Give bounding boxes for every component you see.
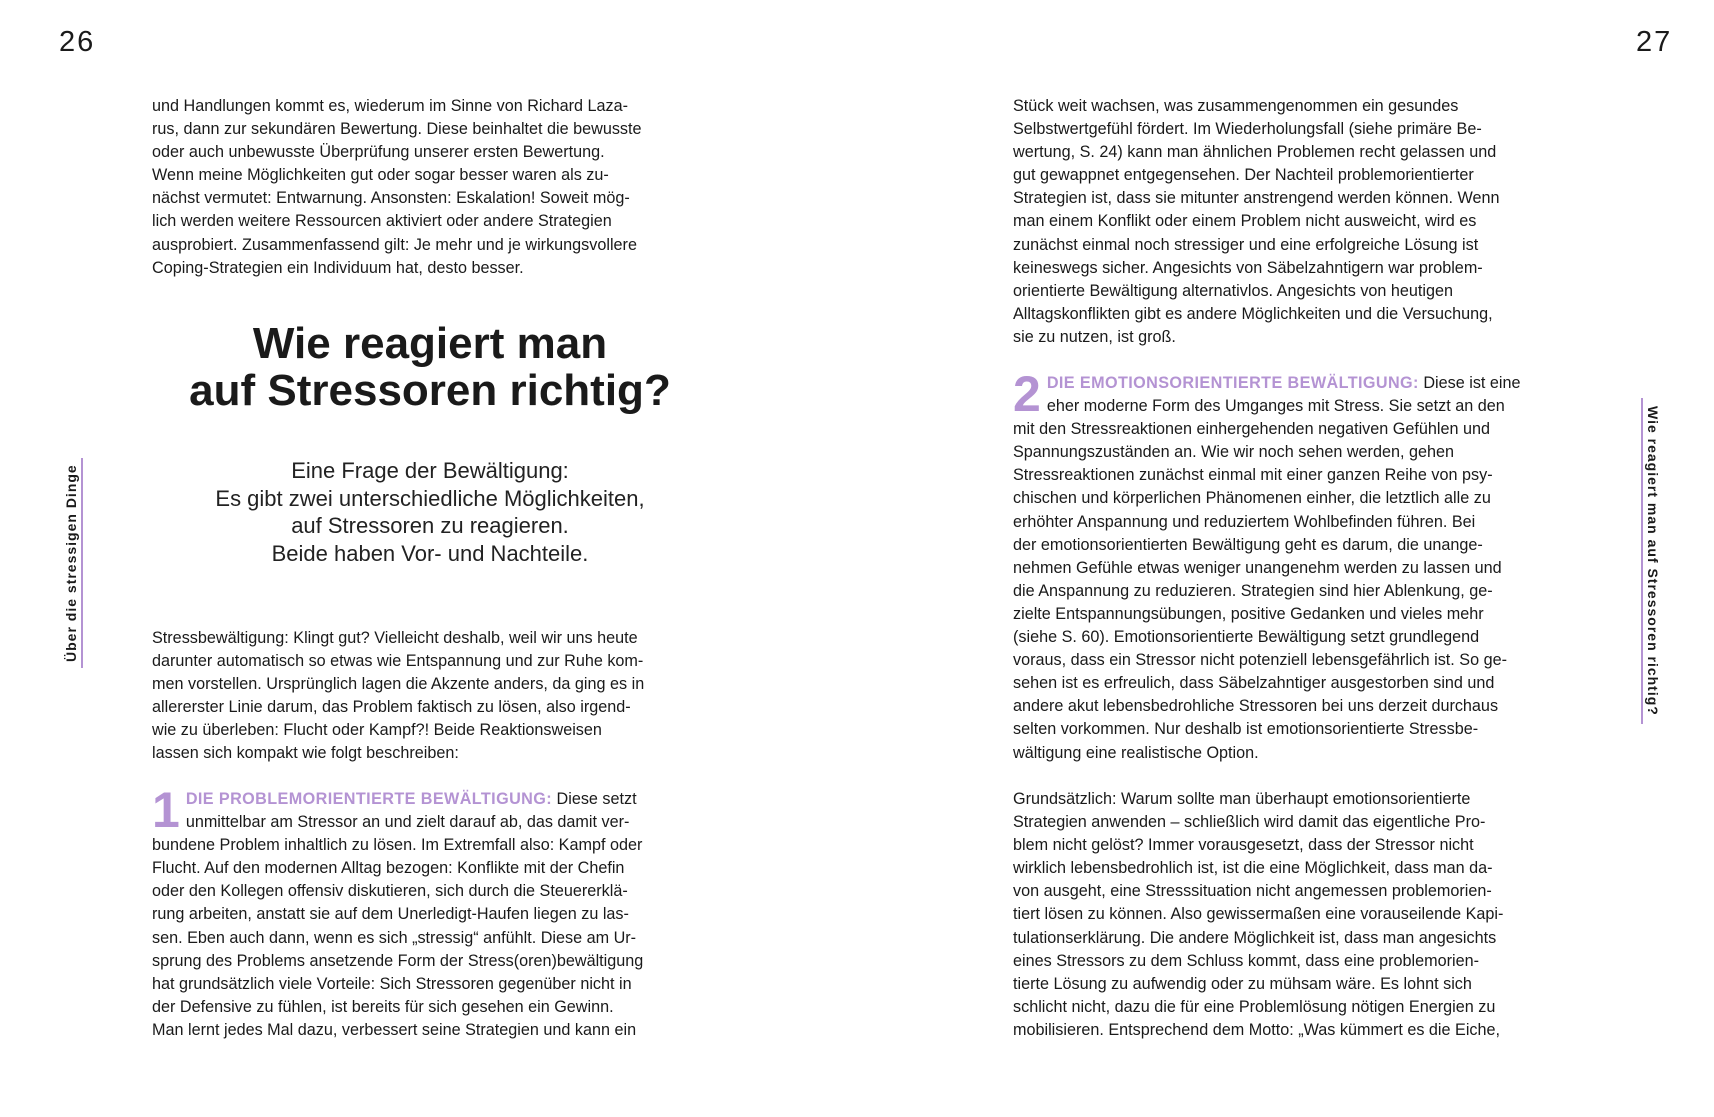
text-line: allererster Linie darum, das Problem faktisch zu lösen, also irgend- [152,698,631,717]
text-line: chischen und körperlichen Phänomenen einher, die letztlich alle zu [1013,489,1491,508]
left-body-paragraph [152,627,712,766]
text-line: eher moderne Form des Umganges mit Stress. Sie setzt an den [1046,397,1505,416]
right-body-paragraph [1013,788,1575,1042]
side-label-left [61,458,83,668]
text-line: ausprobiert. Zusammenfassend gilt: Je mehr und je wirkungsvollere [152,235,637,254]
text-line: Wenn meine Möglichkeiten gut oder sogar besser waren als zu- [152,166,609,185]
subtitle-line: auf Stressoren zu reagieren. [291,513,569,538]
text-line: selten vorkommen. Nur deshalb ist emotionsorientierte Stressbe- [1013,720,1479,739]
subtitle-line: Eine Frage der Bewältigung: [291,458,569,483]
text-line: erhöhter Anspannung und reduziertem Wohlbefinden führen. Bei [1013,512,1476,531]
item-lead-2: DIE EMOTIONSORIENTIERTE BEWÄLTIGUNG: [1046,374,1419,392]
text-line: voraus, dass ein Stressor nicht potenziell lebensgefährlich ist. So ge- [1013,651,1507,670]
text-line: schlicht nicht, dazu die für eine Problemlösung nötigen Energien zu [1013,997,1496,1016]
text-line: gut gewappnet entgegensehen. Der Nachteil problemorientierter [1013,166,1474,185]
heading-line: Wie reagiert man [252,319,608,368]
item-text: Diese setzt [552,790,637,808]
text-line: darunter automatisch so etwas wie Entspannung und zur Ruhe kom- [152,652,644,671]
text-line: Grundsätzlich: Warum sollte man überhaupt emotionsorientierte [1013,790,1471,808]
text-line: orientierte Bewältigung alternativlos. Angesichts von heutigen [1013,281,1454,300]
text-line: Flucht. Auf den modernen Alltag bezogen: Konflikte mit der Chefin [152,859,625,878]
section-subtitle [150,457,710,567]
item-emotion-oriented [1013,366,1575,765]
text-line: der Defensive zu fühlen, ist bereits für sich gesehen ein Gewinn. [152,997,614,1016]
item-number-2: 2 [1013,366,1041,422]
text-line: zunächst einmal noch stressiger und eine erfolgreiche Lösung ist [1013,235,1479,254]
text-line: wie zu überleben: Flucht oder Kampf?! Beide Reaktionsweisen [152,721,602,740]
text-line: Man lernt jedes Mal dazu, verbessert seine Strategien und kann ein [152,1020,637,1039]
page-number-right: 27 [1636,26,1673,58]
text-line: tierte Lösung zu aufwendig oder zu mühsam wäre. Es lohnt sich [1013,974,1472,993]
text-line: (siehe S. 60). Emotionsorientierte Bewältigung setzt grundlegend [1013,628,1480,647]
right-intro-paragraph [1013,95,1575,349]
text-line: Spannungszuständen an. Wie wir noch sehen werden, gehen [1013,443,1454,462]
text-line: bundene Problem inhaltlich zu lösen. Im Extremfall also: Kampf oder [152,836,643,855]
text-line: nehmen Gefühle etwas weniger unangenehm werden zu lassen und [1013,558,1502,577]
left-intro-paragraph [152,95,712,280]
side-label-right [1641,398,1663,724]
subtitle-line: Es gibt zwei unterschiedliche Möglichkeiten, [215,485,645,511]
text-line: rus, dann zur sekundären Bewertung. Diese beinhaltet die bewusste [152,120,642,139]
text-line: sprung des Problems ansetzende Form der Stress(oren)bewältigung [152,951,644,970]
text-line: mit den Stressreaktionen einhergehenden negativen Gefühlen und [1013,420,1490,439]
text-line: oder den Kollegen offensiv diskutieren, sich durch die Steuererklä- [152,882,628,901]
item-problem-oriented [152,782,712,1042]
text-line: nächst vermutet: Entwarnung. Ansonsten: Eskalation! Soweit mög- [152,189,630,208]
text-line: man einem Konflikt oder einem Problem nicht ausweicht, wird es [1013,212,1477,231]
text-line: die Anspannung zu reduzieren. Strategien sind hier Ablenkung, ge- [1013,581,1493,600]
text-line: lassen sich kompakt wie folgt beschreiben: [152,744,459,763]
text-line: sie zu nutzen, ist groß. [1013,327,1176,346]
text-line: Stressbewältigung: Klingt gut? Vielleicht deshalb, weil wir uns heute [152,629,638,647]
side-label-left-text: Über die stressigen Dinge [63,464,79,662]
item-text: Diese ist eine [1418,374,1521,392]
text-line: und Handlungen kommt es, wiederum im Sinne von Richard Laza- [152,97,628,115]
text-line: mobilisieren. Entsprechend dem Motto: „Was kümmert es die Eiche, [1013,1020,1501,1039]
page-number-left: 26 [59,26,96,58]
text-line: Strategien anwenden – schließlich wird damit das eigentliche Pro- [1013,813,1486,832]
text-line: Strategien ist, dass sie mitunter anstrengend werden können. Wenn [1013,189,1500,208]
text-line: der emotionsorientierten Bewältigung geht es darum, die unange- [1013,535,1483,554]
text-line: Alltagskonflikten gibt es andere Möglichkeiten und die Versuchung, [1013,304,1493,323]
subtitle-line: Beide haben Vor- und Nachteile. [271,540,589,566]
text-line: hat grundsätzlich viele Vorteile: Sich Stressoren gegenüber nicht in [152,974,632,993]
item-number-1: 1 [152,782,180,838]
text-line: unmittelbar am Stressor an und zielt darauf ab, das damit ver- [185,813,630,832]
text-line: blem nicht gelöst? Immer vorausgesetzt, dass der Stressor nicht [1013,836,1474,855]
text-line: rung arbeiten, anstatt sie auf dem Unerledigt-Haufen liegen zu las- [152,905,629,924]
text-line: lich werden weitere Ressourcen aktiviert oder andere Strategien [152,212,612,231]
text-line: Stressreaktionen zunächst einmal mit einer ganzen Reihe von psy- [1013,466,1493,485]
text-line: Selbstwertgefühl fördert. Im Wiederholungsfall (siehe primäre Be- [1013,120,1482,139]
heading-line: auf Stressoren richtig? [189,366,671,415]
text-line: tiert lösen zu können. Also gewissermaßen eine vorauseilende Kapi- [1013,905,1504,924]
text-line: keineswegs sicher. Angesichts von Säbelzahntigern war problem- [1013,258,1483,277]
text-line: andere akut lebensbedrohliche Stressoren bei uns derzeit durchaus [1013,697,1499,716]
text-line: tulationserklärung. Die andere Möglichkeit ist, dass man angesichts [1013,928,1497,947]
text-line: Stück weit wachsen, was zusammengenommen ein gesundes [1013,97,1459,115]
item-lead-1: DIE PROBLEMORIENTIERTE BEWÄLTIGUNG: [185,790,553,808]
section-heading [150,320,710,414]
text-line: sen. Eben auch dann, wenn es sich „stressig“ anfühlt. Diese am Ur- [152,928,637,947]
text-line: oder auch unbewusste Überprüfung unserer ersten Bewertung. [152,143,605,162]
text-line: wältigung eine realistische Option. [1013,743,1259,762]
text-line: Coping-Strategien ein Individuum hat, desto besser. [152,258,524,277]
side-label-right-text: Wie reagiert man auf Stressoren richtig? [1645,406,1661,716]
text-line: von ausgeht, eine Stresssituation nicht angemessen problemorien- [1013,882,1492,901]
text-line: zielte Entspannungsübungen, positive Gedanken und vieles mehr [1013,604,1484,623]
text-line: eines Stressors zu dem Schluss kommt, dass eine problemorien- [1013,951,1480,970]
text-line: sehen ist es erfreulich, dass Säbelzahntiger ausgestorben sind und [1013,674,1495,693]
text-line: wirklich lebensbedrohlich ist, ist die eine Möglichkeit, dass man da- [1013,859,1493,878]
text-line: wertung, S. 24) kann man ähnlichen Problemen recht gelassen und [1013,143,1497,162]
text-line: men vorstellen. Ursprünglich lagen die Akzente anders, da ging es in [152,675,645,694]
